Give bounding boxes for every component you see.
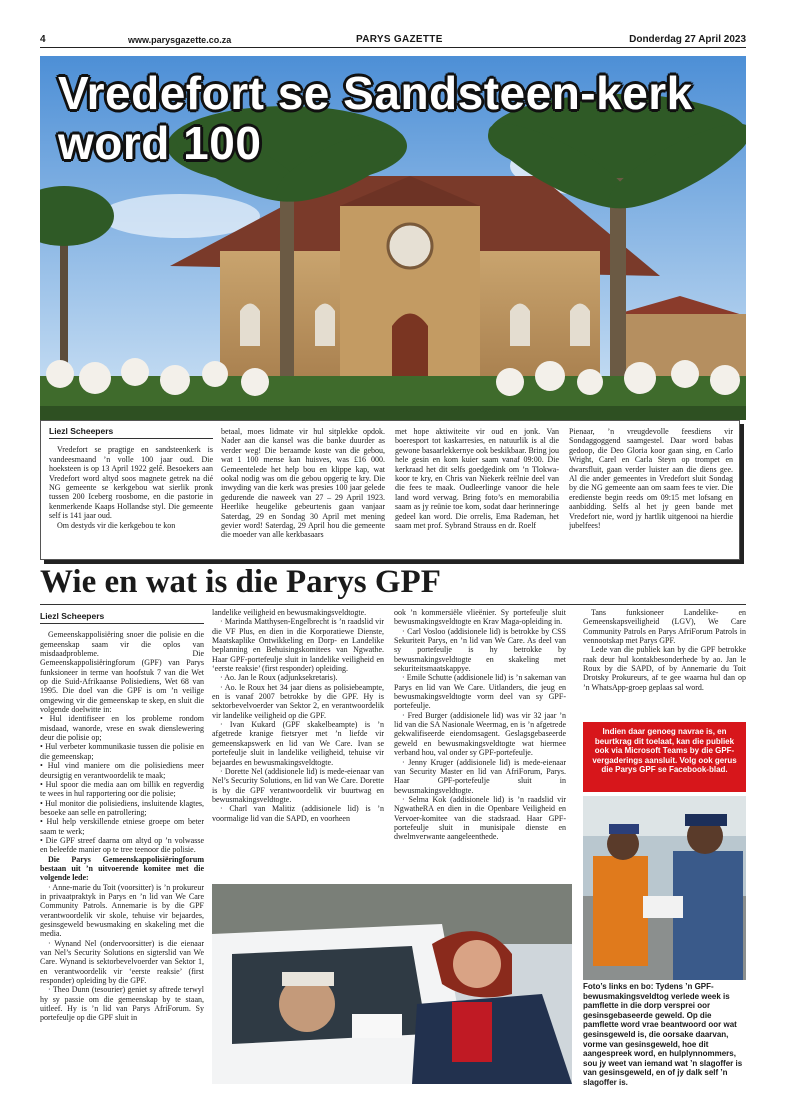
story1-column-4: [569, 427, 733, 555]
paragraph: · Carl Vosloo (addisionele lid) is betrokke by CSS Sekuriteit Parys, en ’n lid van We Care. As deel van sy portefeulje is hy betrokke by bewusmakingsveldtogte en skakeling met sekuriteitsmaatskappye.: [394, 626, 566, 674]
pamphlet-photo: [212, 884, 572, 1084]
paragraph: ook ’n kommersiële vlieënier. Sy portefeulje sluit bewusmakingsveldtogte en Krav Maga-opleiding in.: [394, 608, 566, 627]
website-url[interactable]: www.parysgazette.co.za: [128, 35, 232, 45]
paragraph: · Emile Schutte (addisionele lid) is ’n sakeman van Parys en lid van We Care. Uitlanders, die jeug en bewusmakingsveldtogte vorm deel van sy GPF-portefeulje.: [394, 673, 566, 711]
photo-caption: Foto’s links en bo: Tydens ’n GPF-bewusmakingsveldtog verlede week is pamflette in die dorp versprei oor gesinsgebaseerde geweld. Op die pamflette word vrae beantwoord oor wat gesinsgeweld is, die oorsake daarvan, vorme van gesinsgeweld, hoe dit aangespreek word, en hulplynnommers, sou jy weet van iemand wat ’n slagoffer is van gesinsgeweld, en of jy dalk self ’n slagoffer is.: [583, 982, 743, 1087]
story2-column-2: [212, 608, 384, 880]
paragraph: Die Parys Gemeenskappolisiëringforum bestaan uit ’n uitvoerende komitee met die volgende lede:: [40, 854, 204, 883]
paragraph: · Charl van Malitiz (addisionele lid) is ’n voormalige lid van die SAPD, en voorheen: [212, 804, 384, 823]
paragraph: Pienaar, ’n vreugdevolle feesdiens vir Sondaggoggend saamgestel. Daar word babas gedoop, die Deo Gloria koor gaan sing, en Carlo Wright, Carel en Carla Steyn op trompet en dwarsfluit, gaan verder luister aan die diens gee. Al die ander gemeentes in Vredefort sluit Sondag by die NG gemeente aan om saam fees te vier. Die eredienste begin reeds om 09:15 met lofsang en aanbidding. Selfs al het jy geen bande met Vredefort nie, word jy hartlik uitgenooi na hierdie jubelfees!: [569, 427, 733, 531]
story2-byline: Liezl Scheepers: [40, 612, 204, 624]
story1-column-1: [49, 427, 213, 555]
paragraph: met hope aktiwiteite vir oud en jonk. Van boeresport tot kaskarresies, en natuurlik is al die gewone basaarlekkernye ook beskikbaar. Bring jou hele gesin en kom kuier saam vanaf 09:00. Die kerkraad het dit selfs goedgedink om ’n Tlokwa-koor te kry, en Chris van Niekerk reëlnie deel van die fees te maak. Oudleerlinge vanoor die hele land word verwag. Bring foto’s en memorabilia saam as jy reünie toe kom, sodat daar herinneringe gedeel kan word. Die orrelis, Ema Rademan, het saam met prof. Sybrand Strauss en dr. Roelf: [395, 427, 559, 531]
story2-column-3: [394, 608, 566, 880]
paragraph: · Wynand Nel (ondervoorsitter) is die eienaar van Nel’s Security Solutions en sigterslid van We Care. Wynand is sektorbevelvoerder van Sektor 1, en verantwoordelik vir ‘eerste reaksie’ (first responder) opleiding by die GPF.: [40, 938, 204, 986]
paragraph: • Hul identifiseer en los probleme rondom misdaad, wanorde, vrese en swak dienslewering deur die polisie op;: [40, 714, 204, 743]
paragraph: · Theo Dunn (tesourier) geniet sy aftrede terwyl hy sy passie om die gemeenskap by te staan, uitleef. Hy is ’n lid van Parys AfriForum. Sy portefeulje op die GPF sluit in: [40, 985, 204, 1023]
paragraph: • Hul vind maniere om die polisiediens meer deursigtig en verantwoordelik te maak;: [40, 761, 204, 780]
church-photo: [40, 56, 746, 420]
headline-rule: [40, 604, 746, 605]
page-number: 4: [40, 34, 46, 45]
paragraph: • Hul spoor die media aan om billik en regverdig te wees in hul rapportering oor die polisie;: [40, 779, 204, 799]
paragraph: · Ao. le Roux het 34 jaar diens as polisiebeampte, en is vanaf 2007 betrokke by die GPF. Hy is sektorbevelvoerder van Sektor 2, en verantwoordelik vir landelike veiligheid op die GPF.: [212, 682, 384, 720]
paragraph: · Fred Burger (addisionele lid) was vir 32 jaar ’n lid van die SA Nasionale Weermag, en is ’n afgetrede gekwalifiseerde eiendomsagent. Geslagsgebaseerde geweld en bewusmakingsveldtogte wat hiermee verband hou, val onder sy GPF-portefeulje.: [394, 710, 566, 758]
paragraph: · Jenny Kruger (addisionele lid) is mede-eienaar van Security Master en lid van AfriForum, Parys. Haar GPF-portefeulje sluit in bewusmakingsveldtogte.: [394, 757, 566, 795]
paragraph: Vredefort se pragtige en sandsteenkerk is vandeesmaand ’n volle 100 jaar oud. Die hoeksteen is op 13 April 1922 gelê. Besoekers aan Vredefort word altyd soos magnete getrek na dié NG gemeente se kerkgebou wat sierlik pronk tussen 200 Iceberg roosbome, en die pastorie in kenmerkende Kaaps Hollandse styl. Die gemeente self is 141 jaar oud.: [49, 445, 213, 521]
paragraph: · Selma Kok (addisionele lid) is ’n raadslid vir NgwatheRA en dien in die Openbare Veiligheid en Vervoer-komitee van die stadsraad. Haar GPF-portefeulje sluit in munisipale dienste en dwelmverwante aangeleenthede.: [394, 794, 566, 842]
paragraph: landelike veiligheid en bewusmakingsveldtogte.: [212, 608, 367, 617]
callout-box: Indien daar genoeg navrae is, en beurtkrag dit toelaat, kan die publiek ook via Microsoft Teams by die GPF-vergaderings aansluit. Volg ook gerus die Parys GPF se Facebook-blad.: [583, 722, 746, 792]
story1-byline: Liezl Scheepers: [49, 427, 213, 439]
story1-column-2: [221, 427, 385, 555]
paragraph: Om destyds vir die kerkgebou te kon: [57, 520, 176, 530]
paragraph: • Hul verbeter kommunikasie tussen die polisie en die gemeenskap;: [40, 742, 204, 761]
paragraph: • Hul monitor die polisiediens, insluitende klagtes, besoeke aan selle en patrollering;: [40, 798, 204, 817]
paragraph: · Marinda Matthysen-Engelbrecht is ’n raadslid vir die VF Plus, en dien in die Korporatiewe Dienste, Maatskaplike Ontwikkeling en Dorp- en Landelike beplanning en Behuisingskomitees van Ngwathe. Haar GPF-portefeulje sluit in landelike veiligheid en ‘eerste reaksie’ (first responder) opleiding.: [212, 617, 384, 674]
paragraph: Gemeenskappolisiëring snoer die polisie en die gemeenskap saam vir die oplos van misdaadprobleme. Die Gemeenskappolisiëringforum (GPF) van Parys funksioneer in terme van hoofstuk 7 van die Wet op die Suid-Afrikaanse Polisiediens, Wet 68 van 1995. Die doel van die GPF is om ’n veilige omgewing vir die gemeenskap te skep, en sluit die volgende doelwitte in:: [40, 630, 204, 715]
issue-date: Donderdag 27 April 2023: [629, 34, 746, 45]
paragraph: Tans funksioneer Landelike- en Gemeenskapsveiligheid (LGV), We Care Community Patrols en Parys AfriForum Patrols in vennootskap met Parys GPF.: [583, 608, 746, 646]
story1-textbox: [40, 420, 740, 560]
paragraph: Lede van die publiek kan by die GPF betrokke raak deur hul kontakbesonderhede by ao. Jan le Roux by die SAPD, of by Annemarie du Toit Drotsky Prokureurs, af te gee waarna hul dan op ’n WhatsApp-groep geplaas sal word.: [583, 645, 746, 692]
page-header: [40, 34, 746, 48]
story1-column-3: [395, 427, 559, 555]
story2-column-1: [40, 612, 204, 1102]
story1-headline: Vredefort se Sandsteen-kerk word 100: [58, 67, 693, 169]
paper-name: PARYS GAZETTE: [356, 34, 443, 45]
paragraph: · Ao. Jan le Roux (adjunksekretaris).: [220, 673, 338, 683]
paragraph: · Dorette Nel (addisionele lid) is mede-eienaar van Nel’s Security Solutions, en lid van We Care. Dorette is by die GPF verantwoordelik vir buurtwag en bewusmakingsveldtogte.: [212, 766, 384, 804]
paragraph: betaal, moes lidmate vir hul sitplekke opdok. Nader aan die kansel was die banke duurder as verder weg! Die beraamde koste van die gebou, wat 1 100 mense kan huisves, was £16 000. Gemeentelede het help bou en klippe kap, wat ookal nodig was om die gebou opgerig te kry. Die inwyding van die kerk was presies 100 jaar gelede gedurende die naweek van 27 – 29 April 1923. Heerlike heugelike gebeurtenis gaan vanjaar Saterdag, 29 en Sondag 30 April met mening gevier word! Saterdag, 29 April hou die gemeente die moeder van alle kerkbasaars: [221, 427, 385, 540]
officers-photo: [583, 796, 746, 980]
paragraph: · Anne-marie du Toit (voorsitter) is ’n prokureur in privaatpraktyk in Parys en ’n lid van We Care Community Patrols. Annemarie is by die GPF verantwoordelik vir skole, tehuise vir bejaardes, gesinsgeweld bewusmaking en skakeling met die media.: [40, 882, 204, 939]
story2-headline: Wie en wat is die Parys GPF: [40, 564, 441, 600]
paragraph: · Ivan Kukard (GPF skakelbeampte) is ’n afgetrede kranige fietsryer met ’n liefde vir gemeenskapswerk en lid van We Care. Ivan se portefeulje sluit in landelike veiligheid, tehuise vir bejaardes en bewusmakingsveldtogte.: [212, 720, 384, 767]
paragraph: • Hul help verskillende etniese groepe om beter saam te werk;: [40, 817, 204, 836]
paragraph: • Die GPF streef daarna om altyd op ’n volwasse en beleefde manier op te tree teenoor die polisie.: [40, 835, 204, 855]
story2-column-4: [583, 608, 746, 718]
